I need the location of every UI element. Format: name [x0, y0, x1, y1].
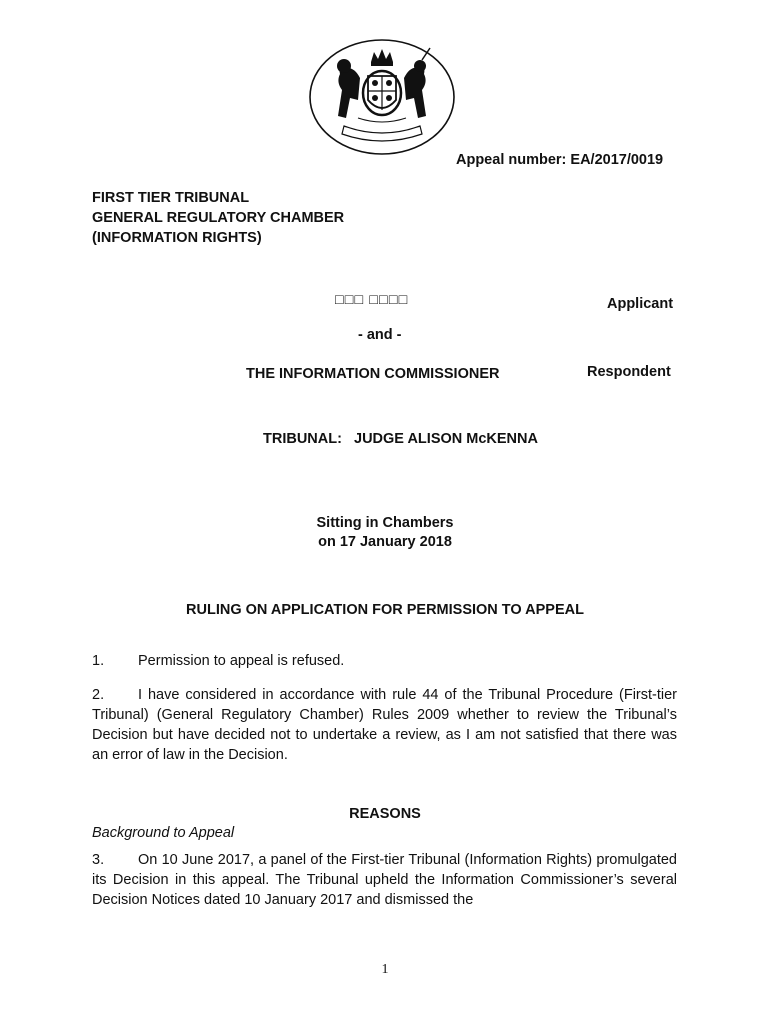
ruling-title: RULING ON APPLICATION FOR PERMISSION TO APPEAL: [186, 602, 584, 618]
applicant-label: Applicant: [607, 296, 674, 312]
sitting-line-1: Sitting in Chambers: [316, 515, 454, 531]
paragraph-1: [92, 651, 677, 671]
respondent-name: THE INFORMATION COMMISSIONER: [246, 366, 500, 382]
respondent-label: Respondent: [587, 364, 671, 380]
reasons-heading: REASONS: [349, 806, 421, 822]
appeal-number: Appeal number: EA/2017/0019: [456, 152, 664, 168]
tribunal-judge-line: TRIBUNAL: JUDGE ALISON McKENNA: [263, 431, 538, 447]
royal-coat-of-arms-icon: [308, 38, 456, 156]
paragraph-number: 1.: [92, 653, 105, 669]
heading-line-3: (INFORMATION RIGHTS): [92, 230, 262, 246]
sitting-info: [0, 514, 768, 552]
tribunal-heading: [92, 188, 344, 248]
and-separator: - and -: [358, 327, 402, 343]
applicant-name: □□□ □□□□: [335, 292, 409, 308]
paragraph-3: [92, 850, 677, 910]
paragraph-text: I have considered in accordance with rule 44 of the Tribunal Procedure (First-tier Tribunal) (General Regulatory Chamber) Rules 2009 whether to review the Tribunal’s Decision but have decided not to undertake a review, as I am not satisfied that there was an error of law in the Decision.: [92, 687, 677, 763]
page-number: 1: [381, 962, 389, 977]
paragraph-number: 3.: [92, 852, 105, 868]
heading-line-1: FIRST TIER TRIBUNAL: [92, 190, 250, 206]
background-subheading: Background to Appeal: [92, 825, 235, 841]
paragraph-text: On 10 June 2017, a panel of the First-tier Tribunal (Information Rights) promulgated its Decision in this appeal. The Tribunal upheld the Information Commissioner’s several Decision Notices dated 10 January 2017 and dismissed the: [92, 852, 677, 908]
sitting-line-2: on 17 January 2018: [318, 534, 452, 550]
paragraph-text: Permission to appeal is refused.: [138, 653, 345, 669]
heading-line-2: GENERAL REGULATORY CHAMBER: [92, 210, 345, 226]
paragraph-number: 2.: [92, 687, 105, 703]
paragraph-2: [92, 685, 677, 765]
